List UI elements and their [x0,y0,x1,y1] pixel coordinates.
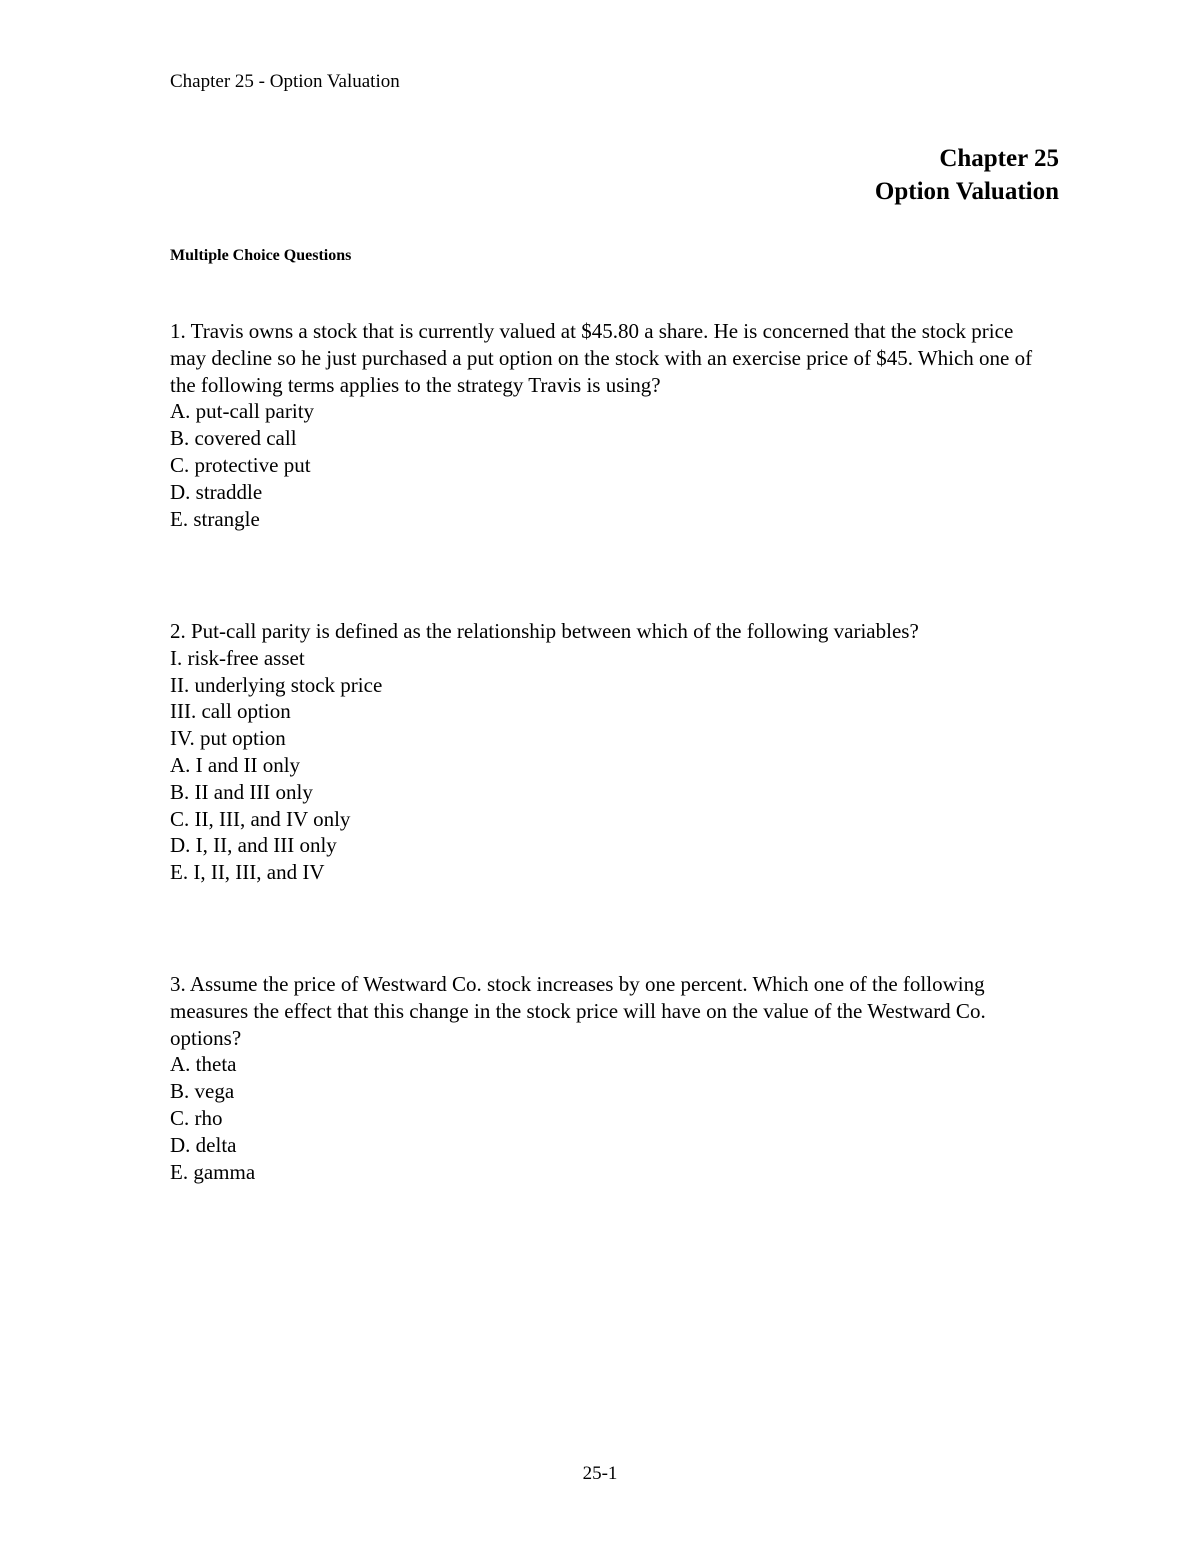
answer-option: C. rho [170,1105,223,1130]
running-header: Chapter 25 - Option Valuation [170,71,400,92]
answer-option: D. straddle [170,479,263,504]
question-stem: 3. Assume the price of Westward Co. stock increases by one percent. Which one of the following measures the effect that this change in the stock price will have on the value of the Westward Co. options? [170,972,986,1050]
answer-option: E. gamma [170,1159,256,1184]
answer-option: D. I, II, and III only [170,833,337,858]
answer-option: A. theta [170,1052,237,1077]
question-2 [170,618,1050,886]
answer-option: A. put-call parity [170,399,315,424]
question-item: III. call option [170,699,291,724]
question-3 [170,971,1050,1185]
chapter-heading [875,142,1059,208]
section-heading: Multiple Choice Questions [170,247,352,264]
answer-option: C. II, III, and IV only [170,806,351,831]
question-item: II. underlying stock price [170,672,383,697]
answer-option: C. protective put [170,452,311,477]
question-stem: 2. Put-call parity is defined as the relationship between which of the following variables? [170,619,919,643]
answer-option: B. covered call [170,426,297,451]
question-item: IV. put option [170,726,286,751]
chapter-number: Chapter 25 [939,145,1059,172]
answer-option: A. I and II only [170,752,301,777]
answer-option: B. II and III only [170,779,313,804]
answer-option: D. delta [170,1132,237,1157]
page-number: 25-1 [582,1463,618,1484]
chapter-title: Option Valuation [874,178,1059,205]
question-1 [170,318,1050,532]
answer-option: B. vega [170,1079,235,1104]
answer-option: E. I, II, III, and IV [170,860,325,885]
question-stem: 1. Travis owns a stock that is currently valued at $45.80 a share. He is concerned that the stock price may decline so he just purchased a put option on the stock with an exercise price of $45. Which one of the following terms applies to the strategy Travis is using? [170,319,1033,397]
question-item: I. risk-free asset [170,645,305,670]
answer-option: E. strangle [170,506,260,531]
